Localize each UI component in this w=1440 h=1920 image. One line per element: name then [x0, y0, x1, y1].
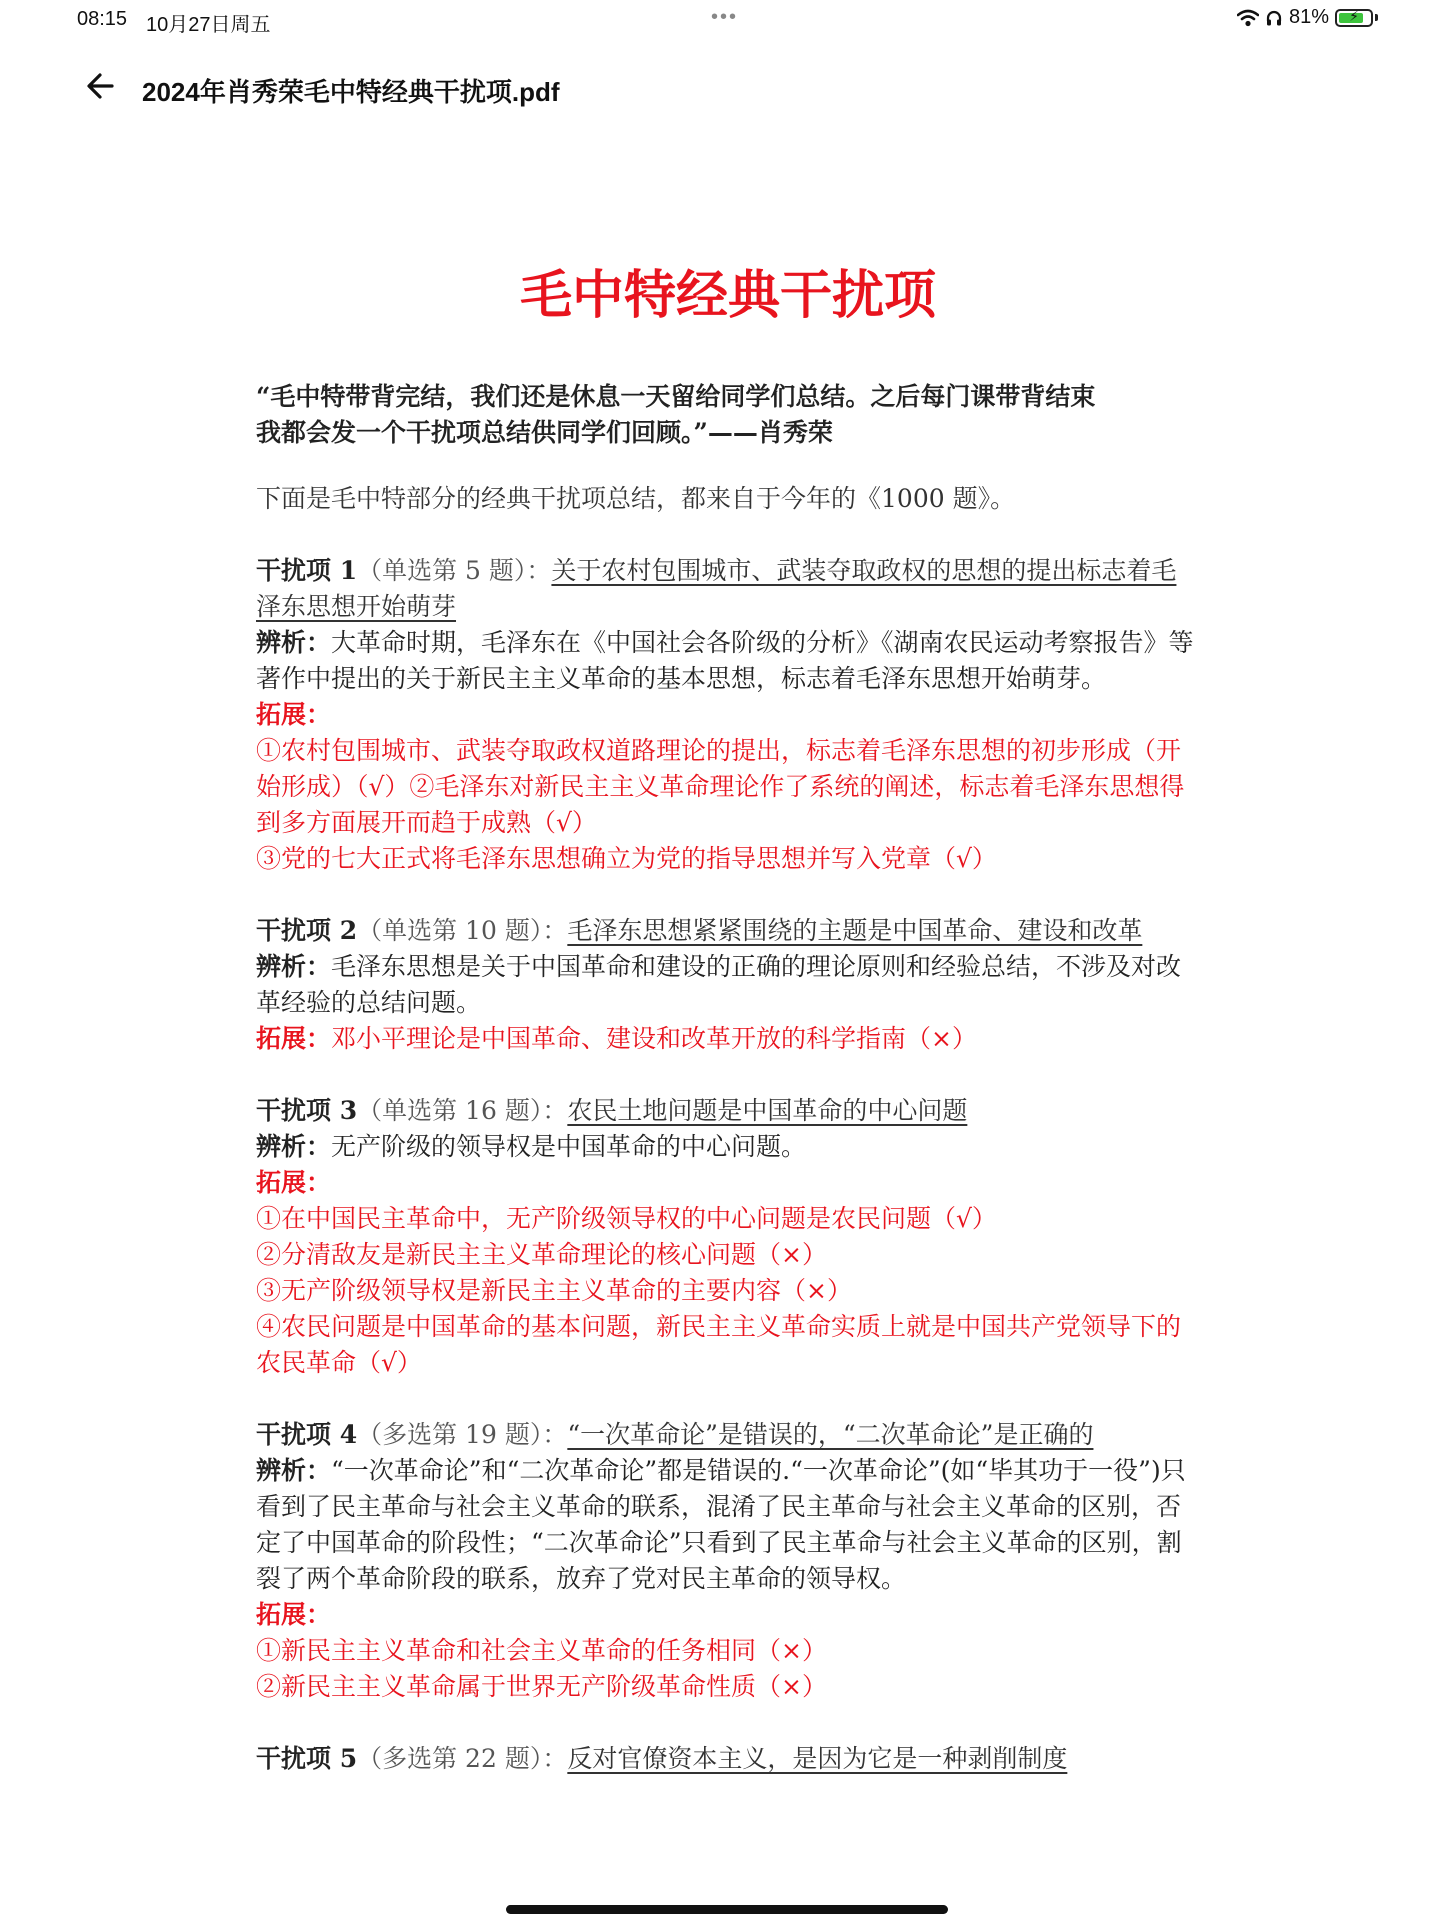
extend-label: 拓展：: [256, 1024, 332, 1054]
extend-point: ④农民问题是中国革命的基本问题，新民主主义革命实质上就是中国共产党领导下的农民革命（√）: [256, 1312, 1182, 1378]
extend-point: ③党的七大正式将毛泽东思想确立为党的指导思想并写入党章（√）: [256, 844, 997, 874]
item-label: 干扰项 2: [256, 916, 358, 946]
document-filename: 2024年肖秀荣毛中特经典干扰项.pdf: [142, 77, 560, 107]
item-label: 干扰项 3: [256, 1096, 358, 1126]
item-analysis: [256, 625, 1200, 697]
item-heading: [256, 913, 1200, 949]
item-analysis: [256, 949, 1200, 1021]
item-analysis: [256, 1453, 1200, 1597]
item-extend: [256, 697, 1200, 733]
extend-label: 拓展：: [256, 1600, 332, 1630]
battery-icon: [1335, 9, 1373, 27]
intro-text: 下面是毛中特部分的经典干扰项总结，都来自于今年的《1000 题》。: [256, 484, 1016, 514]
interference-item: [256, 913, 1200, 1057]
analysis-text: 无产阶级的领导权是中国革命的中心问题。: [331, 1132, 807, 1162]
item-heading: [256, 1741, 1200, 1777]
item-topic: “一次革命论”是错误的，“二次革命论”是正确的: [567, 1420, 1094, 1450]
charging-bolt-icon: ⚡: [1349, 7, 1359, 24]
extend-point: ②新民主主义革命属于世界无产阶级革命性质（×）: [256, 1672, 827, 1702]
item-extend: [256, 1021, 1200, 1057]
item-analysis: [256, 1129, 1200, 1165]
analysis-label: 辨析：: [256, 952, 332, 982]
item-topic: 关于农村包围城市、武装夺取政权的思想的提出标志着毛泽东思想开始萌芽: [256, 556, 1177, 622]
item-source: （多选第 19 题）：: [357, 1420, 568, 1450]
item-topic: 毛泽东思想紧紧围绕的主题是中国革命、建设和改革: [567, 916, 1143, 946]
battery-cap: [1375, 14, 1378, 21]
item-heading: [256, 1417, 1200, 1453]
analysis-text: 毛泽东思想是关于中国革命和建设的正确的理论原则和经验总结，不涉及对改革经验的总结问题。: [256, 952, 1182, 1018]
pdf-page[interactable]: [256, 250, 1200, 1777]
interference-item: [256, 1093, 1200, 1381]
wifi-icon: [1237, 9, 1259, 27]
analysis-label: 辨析：: [256, 1456, 332, 1486]
page-title: 毛中特经典干扰项: [519, 266, 936, 326]
extend-point: ①在中国民主革命中，无产阶级领导权的中心问题是农民问题（√）: [256, 1204, 997, 1234]
extend-point: ①新民主主义革命和社会主义革命的任务相同（×）: [256, 1636, 827, 1666]
quote-line-2: 我都会发一个干扰项总结供同学们回顾。”——肖秀荣: [256, 418, 833, 448]
interference-items: [256, 553, 1200, 1777]
status-indicators: [1237, 6, 1378, 29]
analysis-text: “一次革命论”和“二次革命论”都是错误的.“一次革命论”(如“毕其功于一役”)只看到了民主革命与社会主义革命的联系，混淆了民主革命与社会主义革命的区别，否定了中国革命的阶段性；“二次革命论”只看到了民主革命与社会主义革命的区别，割裂了两个革命阶段的联系，放弃了党对民主革命的领导权。: [256, 1456, 1186, 1594]
quote-line-1: “毛中特带背完结，我们还是休息一天留给同学们总结。之后每门课带背结束: [256, 382, 1096, 412]
status-time: 08:15: [77, 8, 128, 30]
item-extend: [256, 1597, 1200, 1633]
analysis-text: 大革命时期，毛泽东在《中国社会各阶级的分析》《湖南农民运动考察报告》等著作中提出的关于新民主主义革命的基本思想，标志着毛泽东思想开始萌芽。: [256, 628, 1194, 694]
item-source: （单选第 5 题）：: [357, 556, 552, 586]
extend-point: ①农村包围城市、武装夺取政权道路理论的提出，标志着毛泽东思想的初步形成（开始形成）（√）②毛泽东对新民主主义革命理论作了系统的阐述，标志着毛泽东思想得到多方面展开而趋于成熟（√）: [256, 736, 1185, 838]
multitask-dots-icon[interactable]: •••: [711, 6, 739, 28]
extend-label: 拓展：: [256, 1168, 332, 1198]
item-heading: [256, 1093, 1200, 1129]
item-extend: [256, 1165, 1200, 1201]
item-heading: [256, 553, 1200, 625]
item-source: （多选第 22 题）：: [357, 1744, 568, 1774]
top-bar: [0, 62, 1440, 112]
extend-inline: 邓小平理论是中国革命、建设和改革开放的科学指南（×）: [331, 1024, 977, 1054]
item-source: （单选第 16 题）：: [357, 1096, 568, 1126]
extend-point: ③无产阶级领导权是新民主主义革命的主要内容（×）: [256, 1276, 852, 1306]
extend-point: ②分清敌友是新民主主义革命理论的核心问题（×）: [256, 1240, 827, 1270]
analysis-label: 辨析：: [256, 628, 332, 658]
interference-item: [256, 1417, 1200, 1705]
item-topic: 农民土地问题是中国革命的中心问题: [567, 1096, 968, 1126]
quote: [256, 379, 1200, 451]
item-label: 干扰项 5: [256, 1744, 358, 1774]
interference-item: [256, 1741, 1200, 1777]
home-indicator[interactable]: [506, 1905, 948, 1914]
item-source: （单选第 10 题）：: [357, 916, 568, 946]
status-bar: [0, 0, 1440, 40]
extend-label: 拓展：: [256, 700, 332, 730]
headphones-icon: [1265, 9, 1283, 27]
item-topic: 反对官僚资本主义，是因为它是一种剥削制度: [567, 1744, 1068, 1774]
item-label: 干扰项 4: [256, 1420, 358, 1450]
status-date: 10月27日周五: [146, 14, 271, 36]
analysis-label: 辨析：: [256, 1132, 332, 1162]
item-label: 干扰项 1: [256, 556, 358, 586]
interference-item: [256, 553, 1200, 877]
battery-percent: 81%: [1288, 6, 1329, 28]
back-arrow-icon[interactable]: [82, 66, 122, 106]
